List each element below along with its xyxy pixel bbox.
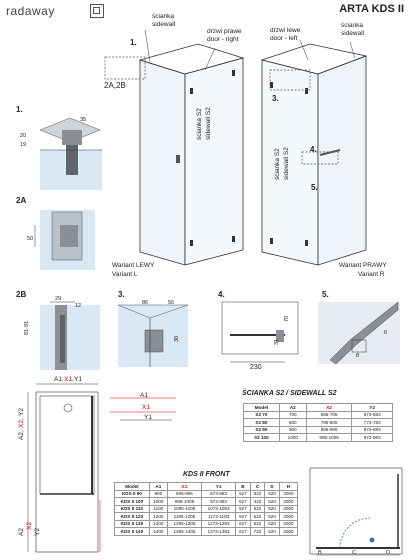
- table-cell: 620: [265, 520, 280, 528]
- table-cell: 895-905: [306, 426, 352, 434]
- table-cell: 527: [236, 513, 251, 521]
- table-cell: 695-705: [306, 411, 352, 419]
- plan-top-x1: X1,: [64, 376, 74, 383]
- table-cell: S2 100: [244, 434, 280, 442]
- col-header: A2: [279, 404, 306, 412]
- table-cell: 2000: [279, 505, 297, 513]
- col-header: C: [250, 483, 265, 491]
- table-cell: 900: [149, 490, 167, 498]
- step-4-label: 4.: [310, 145, 317, 154]
- plan-right-b: B: [318, 550, 322, 556]
- table-cell: 873-883: [202, 490, 236, 498]
- detail-5-label: 5.: [322, 290, 329, 299]
- table-cell: 522: [250, 513, 265, 521]
- table-cell: 522: [250, 505, 265, 513]
- table-cell: 2000: [279, 498, 297, 506]
- detail-2a-dim-50: 50: [27, 236, 34, 242]
- col-header: B: [236, 483, 251, 491]
- table-cell: 2000: [279, 513, 297, 521]
- table-cell: KDS II 100: [115, 498, 150, 506]
- glass-label-right-pl: ścianka S2: [274, 148, 281, 180]
- table-cell: 1300: [149, 520, 167, 528]
- table-cell: 1000: [279, 434, 306, 442]
- callout-door-right-en: door - right: [207, 36, 239, 43]
- detail-1-label: 1.: [16, 105, 23, 114]
- table-cell: 995-1005: [306, 434, 352, 442]
- step-5-label: 5.: [311, 183, 318, 192]
- col-header: X1: [167, 483, 201, 491]
- detail-4-dim-230: 230: [250, 364, 262, 371]
- plan-top-a1: A1,: [54, 376, 64, 383]
- table-cell: 527: [236, 498, 251, 506]
- table-cell: 1000: [149, 498, 167, 506]
- col-header: H: [279, 483, 297, 491]
- detail-3-dim-56: 56: [168, 300, 175, 306]
- detail-2b-dim-81-91: 81-91: [24, 320, 30, 335]
- front-table-title: KDS II FRONT: [183, 471, 230, 478]
- detail-2b-dim-29: 29: [55, 296, 62, 302]
- glass-label-left-en: sidewall S2: [205, 107, 212, 140]
- table-cell: 973-983: [352, 434, 393, 442]
- detail-5-dim-8: 8: [356, 353, 360, 359]
- table-cell: 895-905: [167, 490, 201, 498]
- table-cell: 422: [250, 498, 265, 506]
- table-cell: 620: [265, 528, 280, 536]
- callout-door-left-en: door - left: [270, 35, 298, 42]
- col-header: Y2: [352, 404, 393, 412]
- detail-5-dim-6: 6: [384, 330, 388, 336]
- table-cell: 627: [236, 520, 251, 528]
- plan-side-a2: A2,: [18, 430, 25, 440]
- col-header: X2: [306, 404, 352, 412]
- table-cell: 2000: [279, 528, 297, 536]
- detail-3-dim-86: 86: [142, 300, 149, 306]
- table-cell: 1173-1183: [202, 513, 236, 521]
- glass-label-left-pl: ścianka S2: [196, 108, 203, 140]
- table-cell: 873-883: [352, 426, 393, 434]
- table-cell: 1395-1405: [167, 528, 201, 536]
- table-cell: 1095-1105: [167, 505, 201, 513]
- table-cell: S2 70: [244, 411, 280, 419]
- detail-3-label: 3.: [118, 290, 125, 299]
- table-cell: 900: [279, 426, 306, 434]
- table-cell: 527: [236, 490, 251, 498]
- glass-label-right-en: sidewall S2: [283, 147, 290, 180]
- detail-1-dim-35: 35: [80, 117, 87, 123]
- plan-inner-a1: A1: [140, 392, 148, 399]
- table-cell: 627: [236, 528, 251, 536]
- table-cell: 1200: [149, 513, 167, 521]
- table-cell: 700: [279, 411, 306, 419]
- table-cell: 1295-1305: [167, 520, 201, 528]
- plan-bottom-a2: A2: [18, 528, 25, 536]
- table-cell: 800: [279, 419, 306, 427]
- callout-door-right-pl: drzwi prawe: [207, 28, 242, 35]
- table-cell: KDS II 120: [115, 513, 150, 521]
- callout-sidewall-left-en: sidewall: [152, 21, 176, 28]
- detail-2b-label: 2B: [16, 290, 27, 299]
- detail-1-dim-19: 19: [20, 142, 27, 148]
- plan-bottom-x2: X2: [26, 522, 33, 530]
- plan-right-c: C: [352, 550, 356, 556]
- callout-door-left-pl: drzwi lewe: [270, 27, 301, 34]
- table-cell: 973-983: [202, 498, 236, 506]
- col-header: D: [265, 483, 280, 491]
- plan-top-y1: Y1: [74, 376, 82, 383]
- variant-left-en: Variant L: [112, 271, 138, 278]
- plan-right-d: D: [386, 550, 390, 556]
- product-title: ARTA KDS II: [339, 3, 404, 15]
- table-cell: 2000: [279, 490, 297, 498]
- detail-4-dim-31: 31: [274, 338, 280, 345]
- col-header: Model: [244, 404, 280, 412]
- callout-sidewall-left-pl: ścianka: [152, 13, 175, 20]
- table-cell: 527: [236, 505, 251, 513]
- table-cell: S2 90: [244, 426, 280, 434]
- col-header: Y1: [202, 483, 236, 491]
- table-cell: 2000: [279, 520, 297, 528]
- detail-3-dim-30: 30: [174, 335, 180, 342]
- sidewall-table-title: ŚCIANKA S2 / SIDEWALL S2: [242, 390, 337, 397]
- col-header: Model: [115, 483, 150, 491]
- table-cell: 673-683: [352, 411, 393, 419]
- table-cell: KDS II 140: [115, 528, 150, 536]
- table-cell: 1400: [149, 528, 167, 536]
- table-cell: 1073-1083: [202, 505, 236, 513]
- table-cell: 520: [265, 505, 280, 513]
- callout-sidewall-right-en: sidewall: [341, 30, 365, 37]
- table-cell: 1273-1283: [202, 520, 236, 528]
- brand-wordmark: radaway: [6, 4, 55, 18]
- step-2a2b-label: 2A,2B: [104, 81, 126, 90]
- table-cell: 722: [250, 528, 265, 536]
- table-cell: 1373-1383: [202, 528, 236, 536]
- table-cell: 520: [265, 490, 280, 498]
- table-cell: KDS II 90: [115, 490, 150, 498]
- variant-right-en: Variant R: [358, 271, 385, 278]
- table-cell: KDS II 110: [115, 505, 150, 513]
- detail-2a-label: 2A: [16, 196, 27, 205]
- detail-1-dim-20: 20: [20, 133, 27, 139]
- callout-sidewall-right-pl: ścianka: [341, 22, 364, 29]
- table-cell: 773-783: [352, 419, 393, 427]
- plan-bottom-y2: Y2: [34, 528, 41, 536]
- variant-left-pl: Wariant LEWY: [112, 262, 155, 269]
- detail-4-label: 4.: [218, 290, 225, 299]
- step-1-label: 1.: [130, 38, 137, 47]
- table-cell: 1100: [149, 505, 167, 513]
- table-cell: 1195-1205: [167, 513, 201, 521]
- plan-inner-x1: X1: [142, 404, 150, 411]
- plan-inner-y1: Y1: [144, 414, 152, 421]
- table-cell: 322: [250, 490, 265, 498]
- plan-side-y2: Y2: [18, 408, 25, 416]
- table-cell: 520: [265, 513, 280, 521]
- table-cell: S2 80: [244, 419, 280, 427]
- table-cell: 522: [250, 520, 265, 528]
- col-header: A1: [149, 483, 167, 491]
- table-cell: 520: [265, 498, 280, 506]
- plan-side-x2: X2,: [18, 418, 25, 428]
- table-cell: 795-805: [306, 419, 352, 427]
- table-cell: KDS II 130: [115, 520, 150, 528]
- detail-2b-dim-12: 12: [75, 303, 82, 309]
- step-3-label: 3.: [272, 94, 279, 103]
- table-cell: 995-1005: [167, 498, 201, 506]
- variant-right-pl: Wariant PRAWY: [339, 262, 387, 269]
- detail-4-dim-70: 70: [284, 315, 290, 322]
